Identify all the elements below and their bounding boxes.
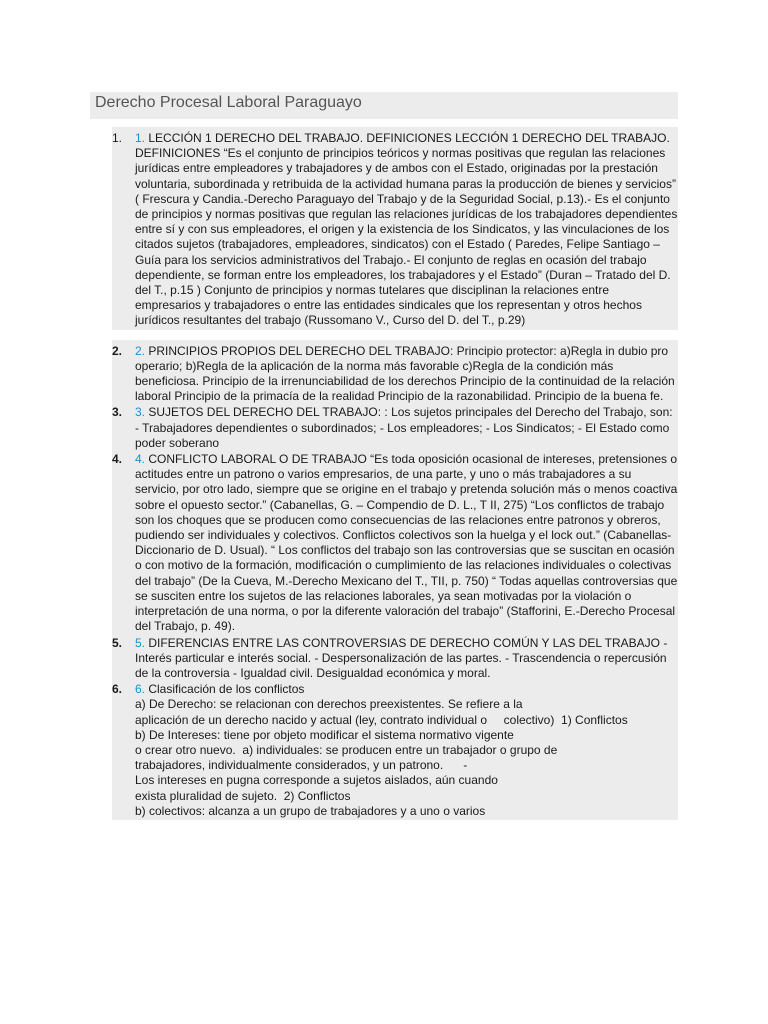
item-link[interactable]: 6. <box>135 682 146 697</box>
text-line: trabajadores, individualmente considerados, y un patrono. - <box>135 758 468 773</box>
list-item-number: 1. <box>112 131 123 145</box>
item-link[interactable]: 2. <box>135 343 146 358</box>
list-item-number: 6. <box>112 682 123 697</box>
list-item-text: 3. SUJETOS DEL DERECHO DEL TRABAJO: : Los sujetos principales del Derecho del Trabajo, son: - Trabajadores dependientes o subordinados; - Los empleadores; - Los Sindicatos; - El Estado como poder soberano <box>135 405 673 450</box>
list-item <box>112 682 678 820</box>
list-item <box>112 340 678 406</box>
text-line: a) De Derecho: se relacionan con derechos preexistentes. Se refiere a la <box>135 697 523 712</box>
list-item-number: 3. <box>112 405 123 420</box>
text-line: exista pluralidad de sujeto. 2) Conflictos <box>135 788 351 803</box>
text-line: b) De Intereses: tiene por objeto modificar el sistema normativo vigente <box>135 727 514 742</box>
text-line: aplicación de un derecho nacido y actual (ley, contrato individual o colectivo) 1) Conflictos <box>135 712 628 727</box>
item-link[interactable]: 5. <box>135 635 146 650</box>
document-title: Derecho Procesal Laboral Paraguayo <box>95 94 362 111</box>
list-item-text: 6. Clasificación de los conflictos a) De Derecho: se relacionan con derechos preexistentes. Se refiere a la aplicación de un derecho nacido y actual (ley, contrato individual o colectivo) 1) Conflictos b) De Intereses: tiene por objeto modificar el sistema normativo vigente o crear otro nuevo. a) individuales: se producen entre un trabajador o grupo de trabajadores, individualmente considerados, y un patrono. - Los intereses en pugna corresponde a sujetos aislados, aún cuando exista pluralidad de sujeto. 2) Conflictos b) colectivos: alcanza a un grupo de trabajadores y a uno o varios <box>135 682 678 820</box>
list-item <box>112 452 678 635</box>
text-line: b) colectivos: alcanza a un grupo de trabajadores y a uno o varios <box>135 803 486 818</box>
item-link[interactable]: 4. <box>135 452 146 467</box>
list-item-number: 5. <box>112 635 123 650</box>
list-item-number: 4. <box>112 452 123 467</box>
list-item-text: 5. DIFERENCIAS ENTRE LAS CONTROVERSIAS DE DERECHO COMÚN Y LAS DEL TRABAJO - Interés particular e interés social. - Despersonalización de las partes. - Trascendencia o repercusión de la controversia - Igualdad civil. Desigualdad económica y moral. <box>135 635 668 680</box>
list-item-text: 1. LECCIÓN 1 DERECHO DEL TRABAJO. DEFINICIONES LECCIÓN 1 DERECHO DEL TRABAJO. DEFINICIONES “Es el conjunto de principios teóricos y normas positivas que regulan las relaciones jurídicas entre empleadores y trabajadores y de ambos con el Estado, originadas por la prestación voluntaria, subordinada y retribuida de la actividad humana paras la producción de bienes y servicios” ( Frescura y Candia.-Derecho Paraguayo del Trabajo y de la Seguridad Social, p.13).- Es el conjunto de principios y normas positivas que regulan las relaciones jurídicas de los trabajadores dependientes entre sí y con sus empleadores, el origen y la existencia de los Sindicatos, y las vinculaciones de los citados sujetos (trabajadores, empleadores, sindicatos) con el Estado ( Paredes, Felipe Santiago – Guía para los servicios administrativos del Trabajo.- El conjunto de reglas en ocasión del trabajo dependiente, se forman entre los empleadores, los trabajadores y el Estado” (Duran – Tratado del D. del T., p.15 ) Conjunto de principios y normas tutelares que disciplinan la relaciones entre empresarios y trabajadores o entre las entidades sindicales que los representan y otros hechos jurídicos resultantes del trabajo (Russomano V., Curso del D. del T., p.29) <box>135 131 678 328</box>
list-item-number: 2. <box>112 343 123 358</box>
list-item <box>112 405 678 452</box>
list-item <box>112 636 678 683</box>
list-item <box>112 127 678 330</box>
list-item-text: 4. CONFLICTO LABORAL O DE TRABAJO “Es toda oposición ocasional de intereses, pretensiones o actitudes entre un patrono o varios empresarios, de una parte, y uno o más trabajadores a su servicio, por otro lado, siempre que se origine en el trabajo y pretenda solución más o menos coactiva sobre el opuesto sector.” (Cabanellas, G. – Compendio de D. L., T II, 275) “Los conflictos de trabajo son los choques que se producen como consecuencias de las relaciones entre patronos y obreros, pudiendo ser individuales y colectivos. Conflictos colectivos son la huelga y el lock out.” (Cabanellas- Diccionario de D. Usual). “ Los conflictos del trabajo son las controversias que se suscitan en ocasión o con motivo de la formación, modificación o cumplimiento de las relaciones individuales o colectivas del trabajo” (De la Cueva, M.-Derecho Mexicano del T., TII, p. 750) “ Todas aquellas controversias que se susciten entre los sujetos de las relaciones laborales, ya sean motivadas por la violación o interpretación de una norma, o por la diferente valoración del trabajo” (Stafforini, E.-Derecho Procesal del Trabajo, p. 49). <box>135 452 678 634</box>
item-link[interactable]: 3. <box>135 405 146 420</box>
list-spacer <box>112 330 678 340</box>
list-item-text: 2. PRINCIPIOS PROPIOS DEL DERECHO DEL TRABAJO: Principio protector: a)Regla in dubio pro operario; b)Regla de la aplicación de la norma más favorable c)Regla de la condición más beneficiosa. Principio de la irrenunciabilidad de los derechos Principio de la continuidad de la relación laboral Principio de la primacía de la realidad Principio de la razonabilidad. Principio de la buena fe. <box>135 343 675 404</box>
document-title-bar <box>90 92 678 119</box>
content-list <box>112 127 678 820</box>
text-line: o crear otro nuevo. a) individuales: se producen entre un trabajador o grupo de <box>135 742 558 757</box>
text-line: Los intereses en pugna corresponde a sujetos aislados, aún cuando <box>135 773 498 788</box>
item-link[interactable]: 1. <box>135 131 146 145</box>
